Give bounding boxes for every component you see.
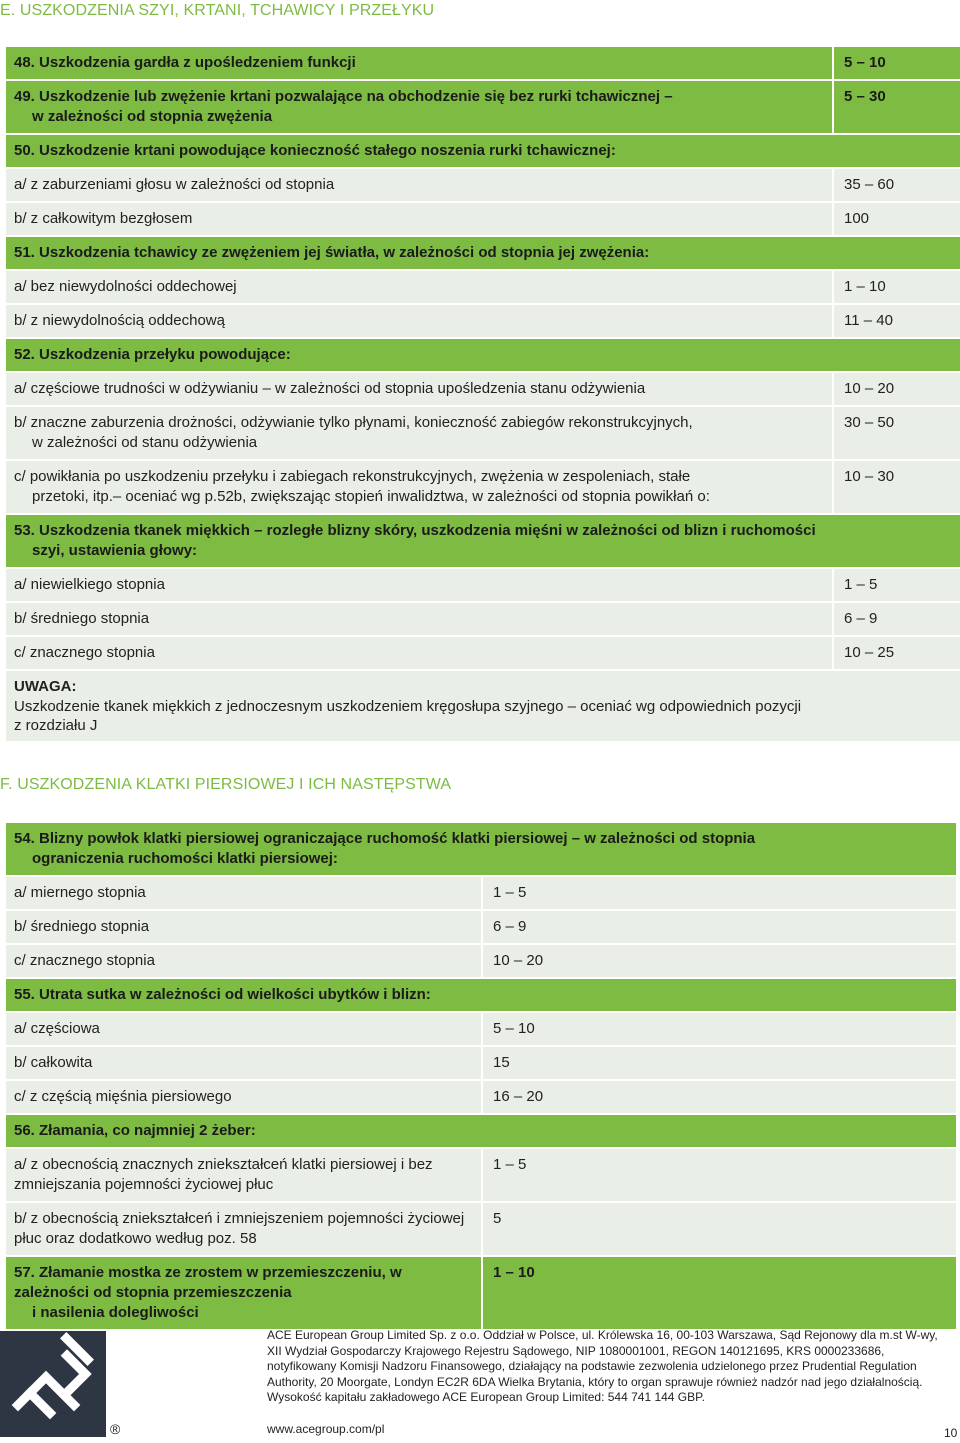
row-text: b/ z obecnością zniekształceń i zmniejszeniem pojemności życiowej płuc oraz dodatkowo według poz. 58 <box>14 1210 465 1247</box>
row-description <box>6 823 956 875</box>
item-row <box>6 461 960 513</box>
row-description <box>6 637 832 669</box>
row-description <box>6 271 832 303</box>
row-text: a/ miernego stopnia <box>14 884 146 901</box>
row-description <box>6 1149 481 1201</box>
item-row <box>6 637 960 669</box>
row-percentage: 5 – 30 <box>832 81 960 133</box>
row-description <box>6 169 832 201</box>
registered-mark: ® <box>110 1421 121 1437</box>
row-percentage: 5 – 10 <box>481 1013 956 1045</box>
row-text: 51. Uszkodzenia tchawicy ze zwężeniem jej światła, w zależności od stopnia jej zwężenia: <box>14 244 650 261</box>
row-text-continuation: szyi, ustawienia głowy: <box>32 542 198 559</box>
category-row <box>6 47 960 79</box>
row-text: a/ z obecnością znacznych zniekształceń klatki piersiowej i bez zmniejszania pojemności życiowej płuc <box>14 1156 433 1193</box>
row-text: b/ znaczne zaburzenia drożności, odżywianie tylko płynami, konieczność zabiegów rekonstrukcyjnych, <box>14 414 693 431</box>
row-description <box>6 1047 481 1079</box>
note-title: UWAGA: <box>14 678 77 695</box>
note-row <box>6 671 960 741</box>
ace-logo-icon <box>0 1331 106 1437</box>
row-text: 53. Uszkodzenia tkanek miękkich – rozległe blizny skóry, uszkodzenia mięśni w zależności od blizn i ruchomości <box>14 522 816 539</box>
row-percentage: 10 – 20 <box>832 373 960 405</box>
row-text: b/ średniego stopnia <box>14 918 150 935</box>
row-percentage: 5 – 10 <box>832 47 960 79</box>
note-text-continuation: z rozdziału J <box>14 717 98 734</box>
row-percentage: 16 – 20 <box>481 1081 956 1113</box>
category-row <box>6 1115 956 1147</box>
row-text-continuation: w zależności od stanu odżywienia <box>32 434 258 451</box>
row-percentage: 11 – 40 <box>832 305 960 337</box>
item-row <box>6 1203 956 1255</box>
row-description <box>6 339 960 371</box>
row-description <box>6 47 832 79</box>
category-row <box>6 1257 956 1329</box>
row-description <box>6 1115 956 1147</box>
note-cell <box>6 671 960 741</box>
row-percentage: 35 – 60 <box>832 169 960 201</box>
row-percentage: 100 <box>832 203 960 235</box>
item-row <box>6 1149 956 1201</box>
row-text: c/ z częścią mięśnia piersiowego <box>14 1088 232 1105</box>
item-row <box>6 271 960 303</box>
row-description <box>6 603 832 635</box>
row-text: 48. Uszkodzenia gardła z upośledzeniem funkcji <box>14 54 356 71</box>
row-text: 55. Utrata sutka w zależności od wielkości ubytków i blizn: <box>14 986 431 1003</box>
item-row <box>6 569 960 601</box>
row-description <box>6 979 956 1011</box>
row-description <box>6 81 832 133</box>
row-text: 57. Złamanie mostka ze zrostem w przemieszczeniu, w zależności od stopnia przemieszczenia <box>14 1264 402 1301</box>
row-text: b/ z całkowitym bezgłosem <box>14 210 193 227</box>
row-description <box>6 911 481 943</box>
row-percentage: 15 <box>481 1047 956 1079</box>
row-percentage: 1 – 5 <box>481 877 956 909</box>
row-text: c/ powikłania po uszkodzeniu przełyku i zabiegach rekonstrukcyjnych, zwężenia w zespoleniach, stałe <box>14 468 691 485</box>
row-percentage: 1 – 10 <box>481 1257 956 1329</box>
row-description <box>6 1013 481 1045</box>
row-description <box>6 237 960 269</box>
row-description <box>6 1081 481 1113</box>
row-text: b/ z niewydolnością oddechową <box>14 312 225 329</box>
footer-company-text: ACE European Group Limited Sp. z o.o. Oddział w Polsce, ul. Królewska 16, 00-103 Warszawa, Sąd Rejonowy dla m.st W-wy, XII Wydział Gospodarczy Krajowego Rejestru Sądowego, NIP 1080001001, REGON 140121695, KRS 0000233686, notyfikowany Komisji Nadzoru Finansowego, działający na podstawie zezwolenia udzielonego przez Prudential Regulation Authority, 20 Moorgate, Londyn EC2R 6DA Wielka Brytania, który to organ sprawuje również nadzór nad jego działalnością. Wysokość kapitału zakładowego ACE European Group Limited: 544 741 144 GBP. <box>267 1328 938 1405</box>
section-f-title: F. USZKODZENIA KLATKI PIERSIOWEJ I ICH NASTĘPSTWA <box>0 776 452 793</box>
section-e-title: E. USZKODZENIA SZYI, KRTANI, TCHAWICY I PRZEŁYKU <box>0 2 435 19</box>
row-percentage: 1 – 5 <box>481 1149 956 1201</box>
item-row <box>6 1047 956 1079</box>
item-row <box>6 407 960 459</box>
row-text: c/ znacznego stopnia <box>14 644 155 661</box>
row-percentage: 10 – 30 <box>832 461 960 513</box>
row-text: c/ znacznego stopnia <box>14 952 155 969</box>
row-description <box>6 305 832 337</box>
row-percentage: 10 – 20 <box>481 945 956 977</box>
item-row <box>6 1081 956 1113</box>
row-text: 52. Uszkodzenia przełyku powodujące: <box>14 346 291 363</box>
row-description <box>6 1203 481 1255</box>
section-e-table <box>6 45 960 743</box>
item-row <box>6 877 956 909</box>
row-text: b/ całkowita <box>14 1054 93 1071</box>
item-row <box>6 305 960 337</box>
row-text-continuation: i nasilenia dolegliwości <box>32 1304 199 1321</box>
row-percentage: 5 <box>481 1203 956 1255</box>
row-description <box>6 135 960 167</box>
row-text: a/ częściowa <box>14 1020 100 1037</box>
category-row <box>6 339 960 371</box>
category-row <box>6 823 956 875</box>
category-row <box>6 515 960 567</box>
item-row <box>6 603 960 635</box>
footer-url-link[interactable]: www.acegroup.com/pl <box>267 1422 385 1436</box>
row-percentage: 1 – 10 <box>832 271 960 303</box>
row-percentage: 30 – 50 <box>832 407 960 459</box>
category-row <box>6 237 960 269</box>
section-f-table <box>6 821 956 1331</box>
row-text: 49. Uszkodzenie lub zwężenie krtani pozwalające na obchodzenie się bez rurki tchawicznej – <box>14 88 673 105</box>
category-row <box>6 135 960 167</box>
row-text: a/ bez niewydolności oddechowej <box>14 278 237 295</box>
row-text: 54. Blizny powłok klatki piersiowej ograniczające ruchomość klatki piersiowej – w zależności od stopnia <box>14 830 756 847</box>
item-row <box>6 203 960 235</box>
item-row <box>6 945 956 977</box>
item-row <box>6 169 960 201</box>
row-description <box>6 569 832 601</box>
category-row <box>6 81 960 133</box>
row-text-continuation: w zależności od stopnia zwężenia <box>32 108 273 125</box>
row-description <box>6 1257 481 1329</box>
category-row <box>6 979 956 1011</box>
row-description <box>6 373 832 405</box>
row-text: a/ częściowe trudności w odżywianiu – w zależności od stopnia upośledzenia stanu odżywienia <box>14 380 646 397</box>
row-text: 50. Uszkodzenie krtani powodujące konieczność stałego noszenia rurki tchawicznej: <box>14 142 616 159</box>
row-percentage: 1 – 5 <box>832 569 960 601</box>
row-text: a/ niewielkiego stopnia <box>14 576 165 593</box>
row-text: 56. Złamania, co najmniej 2 żeber: <box>14 1122 256 1139</box>
note-text: Uszkodzenie tkanek miękkich z jednoczesnym uszkodzeniem kręgosłupa szyjnego – oceniać wg odpowiednich pozycji <box>14 698 802 715</box>
row-description <box>6 461 832 513</box>
item-row <box>6 373 960 405</box>
row-percentage: 6 – 9 <box>832 603 960 635</box>
row-text-continuation: ograniczenia ruchomości klatki piersiowej: <box>32 850 338 867</box>
row-description <box>6 203 832 235</box>
page-number: 10 <box>944 1426 958 1440</box>
row-text-continuation: przetoki, itp.– oceniać wg p.52b, zwiększając stopień inwalidztwa, w zależności od stopnia powikłań o: <box>32 488 710 505</box>
row-percentage: 10 – 25 <box>832 637 960 669</box>
row-description <box>6 407 832 459</box>
row-description <box>6 945 481 977</box>
row-text: b/ średniego stopnia <box>14 610 150 627</box>
row-text: a/ z zaburzeniami głosu w zależności od stopnia <box>14 176 335 193</box>
item-row <box>6 911 956 943</box>
item-row <box>6 1013 956 1045</box>
row-description <box>6 877 481 909</box>
row-percentage: 6 – 9 <box>481 911 956 943</box>
ace-logo <box>0 1331 106 1437</box>
row-description <box>6 515 960 567</box>
